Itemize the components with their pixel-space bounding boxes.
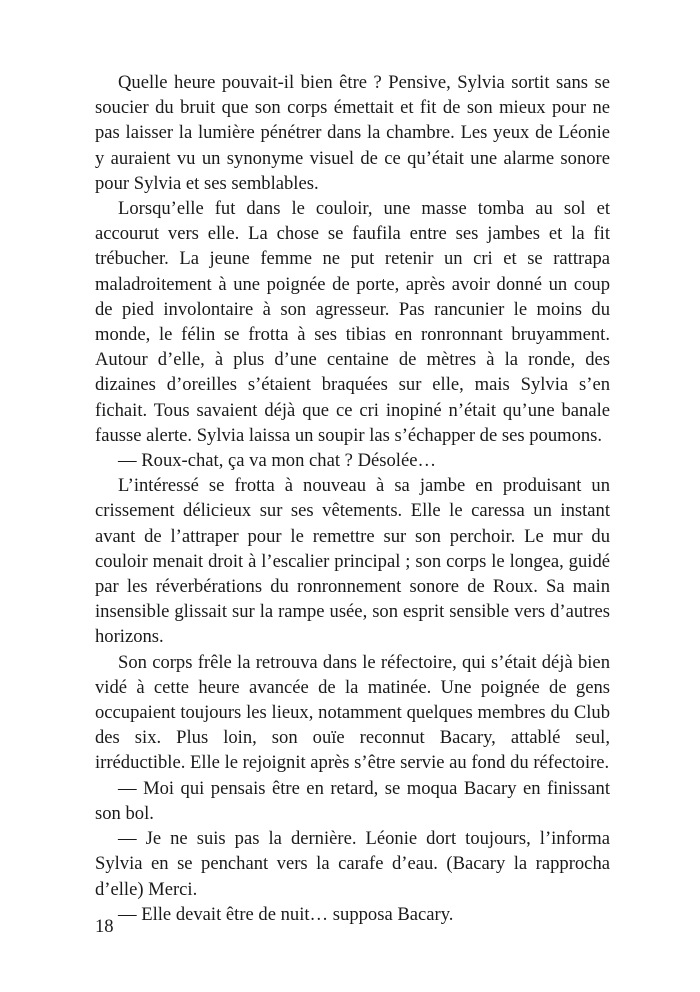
dialogue-line: — Roux-chat, ça va mon chat ? Désolée… [118, 450, 437, 472]
dialogue-line: — Moi qui pensais être en retard, se moqua Bacary en finissant son bol. [95, 777, 610, 824]
dialogue-line: — Je ne suis pas la dernière. Léonie dort toujours, l’informa Sylvia en se penchant vers la carafe d’eau. (Bacary la rapprocha d’elle) Merci. [95, 828, 610, 900]
paragraph: Son corps frêle la retrouva dans le réfectoire, qui s’était déjà bien vidé à cette heure avancée de la matinée. Une poignée de gens occupaient toujours les lieux, notamment quelques membres du Club des six. Plus loin, son ouïe reconnut Bacary, attablé seul, irréductible. Elle le rejoignit après s’être servie au fond du réfectoire. [95, 651, 610, 774]
dialogue-line: — Elle devait être de nuit… supposa Bacary. [118, 903, 454, 925]
paragraph: L’intéressé se frotta à nouveau à sa jambe en produisant un crissement délicieux sur ses vêtements. Elle le caressa un instant avant de l’attraper pour le remettre sur son perchoir. Le mur du couloir menait droit à l’escalier principal ; son corps le longea, guidé par les réverbérations du ronronnement sonore de Roux. Sa main insensible glissait sur la rampe usée, son esprit sensible vers d’autres horizons. [95, 475, 610, 648]
paragraph: Lorsqu’elle fut dans le couloir, une masse tomba au sol et accourut vers elle. La chose se faufila entre ses jambes et la fit trébucher. La jeune femme ne put retenir un cri et se rattrapa maladroitement à une poignée de porte, après avoir donné un coup de pied involontaire à son agresseur. Pas rancunier le moins du monde, le félin se frotta à ses tibias en ronronnant bruyamment. Autour d’elle, à plus d’une centaine de mètres à la ronde, des dizaines d’oreilles s’étaient braquées sur elle, mais Sylvia s’en fichait. Tous savaient déjà que ce cri inopiné n’était qu’une banale fausse alerte. Sylvia laissa un soupir las s’échapper de ses poumons. [95, 198, 610, 446]
paragraph: Quelle heure pouvait-il bien être ? Pensive, Sylvia sortit sans se soucier du bruit que son corps émettait et fit de son mieux pour ne pas laisser la lumière pénétrer dans la chambre. Les yeux de Léonie y auraient vu un synonyme visuel de ce qu’était une alarme sonore pour Sylvia et ses semblables. [95, 72, 610, 194]
body-text [95, 70, 610, 927]
page-number: 18 [95, 916, 114, 937]
